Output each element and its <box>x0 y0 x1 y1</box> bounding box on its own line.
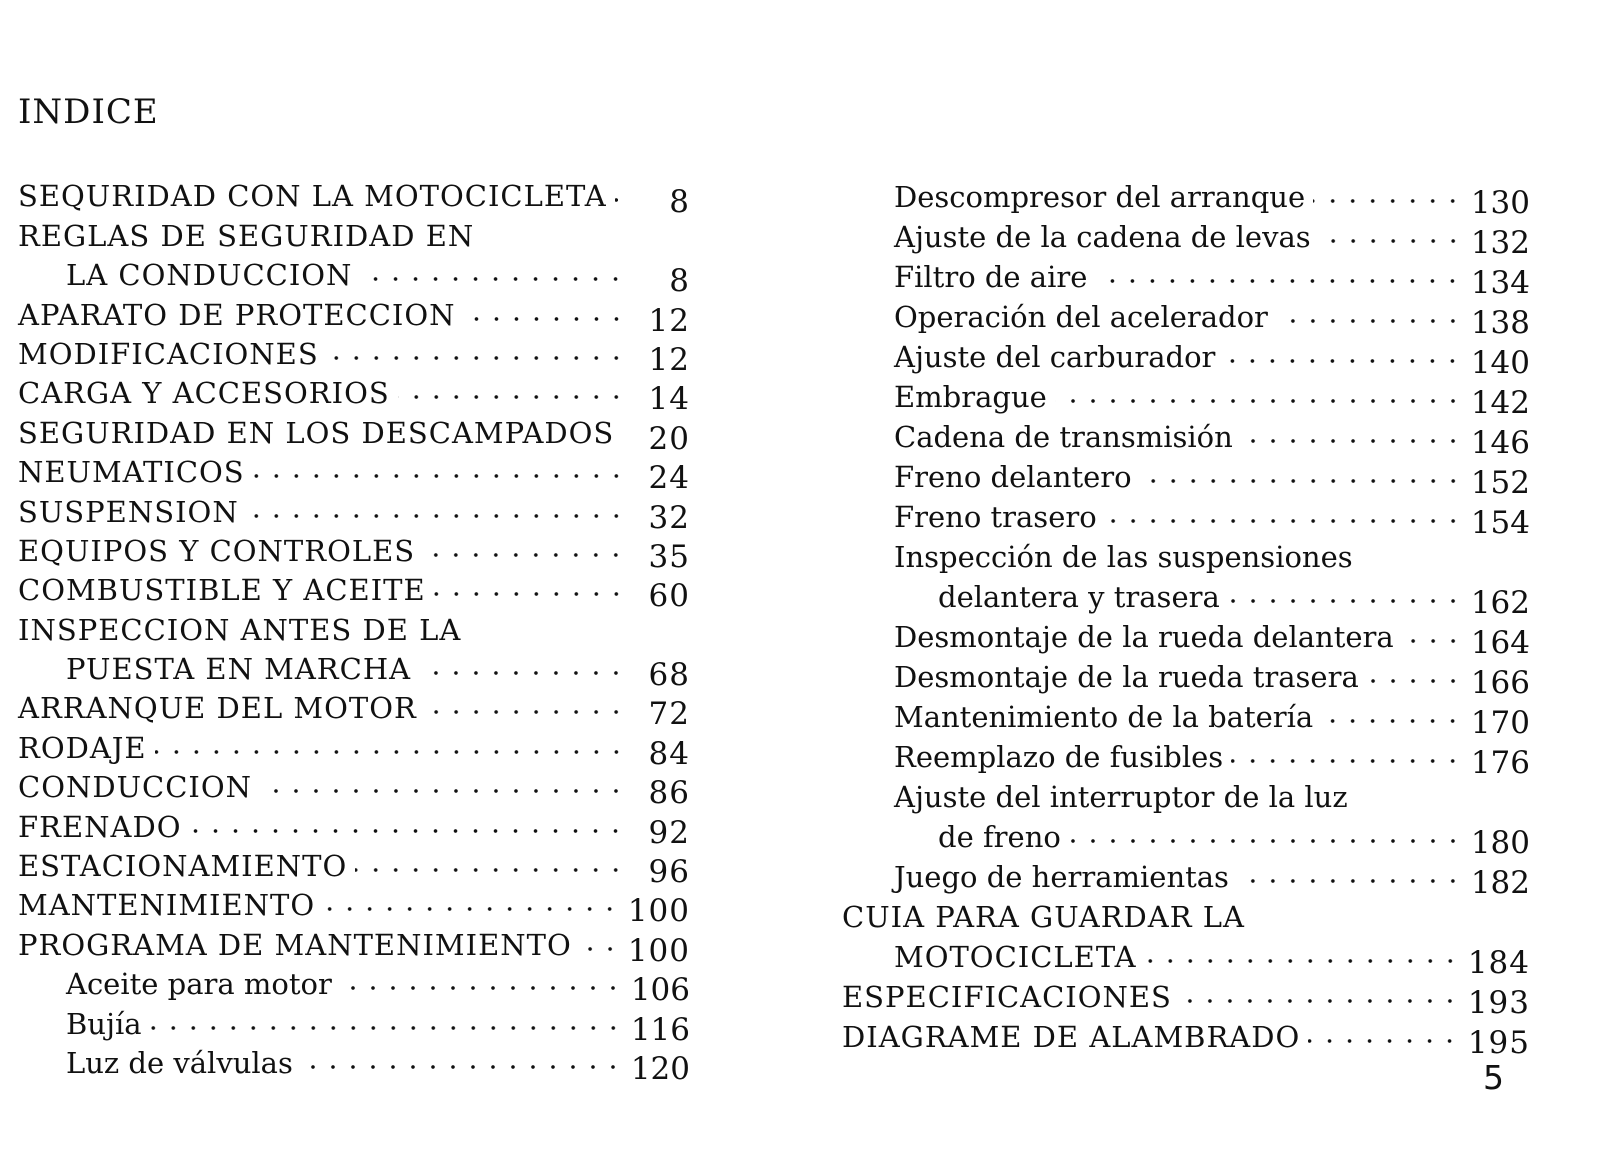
toc-entry-page: 132 <box>1470 225 1530 261</box>
toc-entry-title: EQUIPOS Y CONTROLES <box>18 533 416 568</box>
toc-entry <box>842 572 1530 621</box>
toc-entry-title: NEUMATICOS <box>18 455 245 490</box>
toc-entry <box>18 960 690 1009</box>
dot-leader <box>1140 476 1463 486</box>
toc-entry <box>842 492 1530 541</box>
dot-leader <box>622 432 626 442</box>
toc-entry-page: 100 <box>627 893 690 930</box>
dot-leader <box>398 392 626 402</box>
toc-entry-title: Ajuste del interruptor de la luz <box>894 780 1348 814</box>
toc-entry-title: MANTENIMIENTO <box>18 888 316 923</box>
toc-entry-title: RODAJE <box>18 730 147 765</box>
dot-leader <box>1319 236 1463 246</box>
toc-entry-title: CONDUCCION <box>18 770 253 805</box>
toc-entry <box>18 605 690 647</box>
dot-leader <box>1180 996 1460 1006</box>
toc-entry-title: INSPECCION ANTES DE LA <box>18 612 462 647</box>
toc-entry <box>842 372 1530 421</box>
toc-entry-page: 166 <box>1470 665 1530 701</box>
toc-entry-page: 176 <box>1470 745 1530 781</box>
toc-entry <box>18 566 690 615</box>
toc-entry-page: 146 <box>1470 425 1530 461</box>
toc-entry-title: MODIFICACIONES <box>18 336 319 371</box>
toc-entry-title: COMBUSTIBLE Y ACEITE <box>18 573 426 608</box>
toc-entry-title: Filtro de aire <box>894 260 1088 294</box>
toc-entry <box>18 645 690 694</box>
toc-entry-title: Reemplazo de fusibles <box>894 740 1224 774</box>
toc-entry <box>842 252 1530 301</box>
dot-leader <box>1145 956 1460 966</box>
dot-leader <box>1069 836 1463 846</box>
toc-entry <box>18 330 690 378</box>
toc-entry-title: Bujía <box>66 1006 142 1041</box>
dot-leader <box>260 786 626 796</box>
dot-leader <box>1095 276 1462 286</box>
dot-leader <box>301 1062 623 1072</box>
dot-leader <box>1228 596 1463 606</box>
toc-entry <box>842 212 1530 261</box>
toc-entry <box>18 723 690 772</box>
toc-entry-title: Luz de válvulas <box>66 1045 293 1080</box>
dot-leader <box>1321 716 1463 726</box>
dot-leader <box>615 195 626 205</box>
toc-entry <box>18 369 690 418</box>
toc-entry-title: PROGRAMA DE MANTENIMIENTO <box>18 927 572 962</box>
toc-entry-title: ESPECIFICACIONES <box>842 980 1172 1014</box>
toc-entry-page: 134 <box>1470 265 1530 301</box>
toc-entry <box>842 412 1530 461</box>
toc-entry-title: Descompresor del arranque <box>894 180 1306 214</box>
toc-entry <box>18 172 690 221</box>
dot-leader <box>247 511 626 521</box>
toc-entry-page: 96 <box>648 854 690 891</box>
toc-entry-page: 32 <box>648 499 690 536</box>
toc-entry-title: Operación del acelerador <box>894 300 1268 334</box>
toc-entry-page: 106 <box>630 972 690 1009</box>
toc-right-column <box>842 172 1530 1061</box>
toc-entry <box>842 612 1530 661</box>
dot-leader <box>360 274 626 284</box>
toc-entry <box>842 332 1530 381</box>
toc-entry-title: SEGURIDAD EN LOS DESCAMPADOS <box>18 415 615 450</box>
dot-leader <box>1367 676 1463 686</box>
toc-entry-title: Ajuste de la cadena de levas <box>894 220 1311 254</box>
toc-entry-title: MOTOCICLETA <box>894 940 1137 974</box>
toc-entry-page: 35 <box>648 538 690 575</box>
toc-entry-page: 12 <box>648 341 690 378</box>
toc-entry-page: 140 <box>1470 345 1530 381</box>
toc-entry <box>18 527 690 575</box>
dot-leader <box>340 983 623 993</box>
toc-entry <box>18 802 690 851</box>
toc-entry <box>18 684 690 733</box>
toc-entry <box>842 692 1530 741</box>
toc-entry <box>18 487 690 536</box>
toc-entry-page: 20 <box>648 420 690 457</box>
toc-entry-page: 130 <box>1470 185 1530 221</box>
toc-entry-page: 182 <box>1470 865 1530 901</box>
toc-entry-title: de freno <box>938 820 1061 854</box>
toc-entry-page: 72 <box>648 696 690 733</box>
dot-leader <box>1308 1036 1460 1046</box>
toc-entry-title: ESTACIONAMIENTO <box>18 849 348 884</box>
dot-leader <box>423 550 626 560</box>
toc-entry <box>842 1012 1530 1061</box>
dot-leader <box>434 589 626 599</box>
dot-leader <box>464 314 626 324</box>
toc-entry-page: 142 <box>1470 385 1530 421</box>
toc-entry-page: 152 <box>1470 465 1530 501</box>
toc-entry-page: 164 <box>1470 625 1530 661</box>
toc-entry-title: DIAGRAME DE ALAMBRADO <box>842 1020 1301 1054</box>
toc-entry <box>842 892 1530 932</box>
dot-leader <box>1402 636 1463 646</box>
toc-entry-title: Freno delantero <box>894 460 1132 494</box>
dot-leader <box>189 826 626 836</box>
toc-entry-title: SEQURIDAD CON LA MOTOCICLETA <box>18 179 607 214</box>
toc-entry-page: 162 <box>1470 585 1530 621</box>
toc-entry-title: APARATO DE PROTECCION <box>18 297 456 332</box>
toc-entry-page: 120 <box>630 1050 690 1087</box>
toc-entry-page: 154 <box>1470 505 1530 541</box>
toc-entry-title: Desmontaje de la rueda delantera <box>894 620 1394 654</box>
dot-leader <box>1276 316 1463 326</box>
toc-entry-title: Freno trasero <box>894 500 1097 534</box>
toc-entry-page: 86 <box>648 775 690 812</box>
toc-entry <box>18 1039 690 1087</box>
toc-entry-title: Desmontaje de la rueda trasera <box>894 660 1359 694</box>
toc-entry <box>842 972 1530 1021</box>
toc-entry-title: LA CONDUCCION <box>66 258 353 293</box>
toc-entry <box>18 448 690 497</box>
toc-entry-title: REGLAS DE SEGURIDAD EN <box>18 218 475 253</box>
toc-entry <box>18 211 690 253</box>
toc-entry-title: SUSPENSION <box>18 494 239 529</box>
toc-entry-title: Cadena de transmisión <box>894 420 1233 454</box>
toc-entry-title: Embrague <box>894 380 1047 414</box>
toc-entry-title: Aceite para motor <box>66 967 332 1002</box>
toc-entry-title: Inspección de las suspensiones <box>894 540 1353 574</box>
toc-entry-title: CUIA PARA GUARDAR LA <box>842 900 1245 934</box>
page-number: 5 <box>1483 1058 1504 1097</box>
dot-leader <box>419 668 626 678</box>
toc-entry <box>18 881 690 930</box>
toc-entry <box>842 932 1530 981</box>
toc-entry-page: 68 <box>648 657 690 694</box>
toc-entry <box>18 842 690 891</box>
toc-entry <box>842 532 1530 572</box>
toc-entry-page: 100 <box>627 932 690 969</box>
toc-entry <box>842 852 1530 901</box>
dot-leader <box>1223 356 1462 366</box>
toc-entry <box>18 920 690 969</box>
toc-entry-page: 14 <box>648 381 690 418</box>
toc-entry <box>842 452 1530 501</box>
toc-entry <box>842 732 1530 781</box>
toc-entry-page: 195 <box>1467 1025 1530 1061</box>
dot-leader <box>1055 396 1463 406</box>
dot-leader <box>327 353 626 363</box>
dot-leader <box>355 865 626 875</box>
dot-leader <box>1237 876 1463 886</box>
toc-entry <box>842 772 1530 812</box>
toc-entry <box>18 763 690 812</box>
toc-entry <box>18 251 690 300</box>
toc-entry-title: Mantenimiento de la batería <box>894 700 1314 734</box>
toc-entry-page: 84 <box>648 735 690 772</box>
dot-leader <box>323 904 620 914</box>
dot-leader <box>155 747 626 757</box>
toc-entry <box>18 999 690 1048</box>
dot-leader <box>253 471 626 481</box>
dot-leader <box>1231 756 1463 766</box>
toc-entry <box>842 812 1530 861</box>
toc-entry-page: 193 <box>1467 985 1530 1021</box>
toc-entry-page: 12 <box>648 302 690 339</box>
dot-leader <box>1105 516 1463 526</box>
dot-leader <box>1313 196 1463 206</box>
toc-entry-page: 8 <box>669 184 690 221</box>
toc-entry-title: Juego de herramientas <box>894 860 1229 894</box>
dot-leader <box>1241 436 1463 446</box>
toc-entry-page: 60 <box>648 578 690 615</box>
toc-entry <box>842 172 1530 221</box>
toc-entry-title: Ajuste del carburador <box>894 340 1216 374</box>
toc-entry <box>842 652 1530 701</box>
toc-entry-page: 116 <box>630 1011 690 1048</box>
toc-entry-page: 170 <box>1470 705 1530 741</box>
toc-entry-page: 8 <box>669 263 690 300</box>
dot-leader <box>580 944 620 954</box>
page-title: INDICE <box>18 92 159 132</box>
toc-entry <box>18 290 690 339</box>
toc-entry <box>842 292 1530 341</box>
toc-entry-page: 184 <box>1467 945 1530 981</box>
toc-entry-title: FRENADO <box>18 809 182 844</box>
toc-entry <box>18 408 690 457</box>
toc-entry-page: 138 <box>1470 305 1530 341</box>
toc-entry-title: ARRANQUE DEL MOTOR <box>18 691 417 726</box>
toc-entry-page: 92 <box>648 814 690 851</box>
dot-leader <box>425 707 626 717</box>
toc-left-column <box>18 172 690 1087</box>
dot-leader <box>150 1023 623 1033</box>
toc-entry-title: PUESTA EN MARCHA <box>66 652 412 687</box>
toc-entry-page: 180 <box>1470 825 1530 861</box>
toc-entry-title: delantera y trasera <box>938 580 1220 614</box>
toc-entry-page: 24 <box>648 460 690 497</box>
toc-entry-title: CARGA Y ACCESORIOS <box>18 376 390 411</box>
